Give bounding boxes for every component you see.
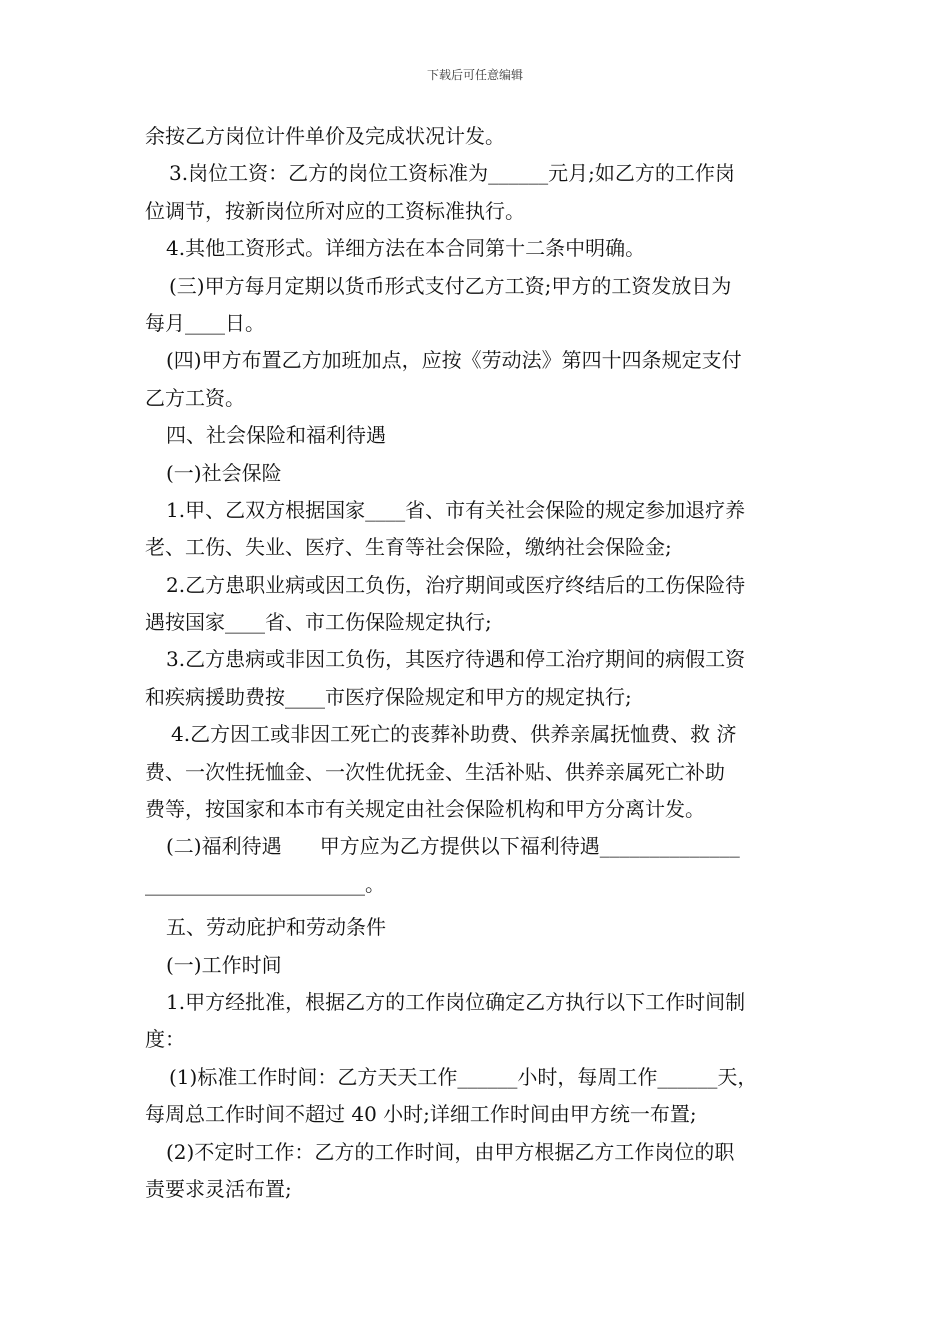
- section-heading: 四、社会保险和福利待遇: [166, 423, 386, 448]
- paragraph-line: 位调节，按新岗位所对应的工资标准执行。: [145, 198, 525, 223]
- paragraph-line: 2.乙方患职业病或因工负伤，治疗期间或医疗终结后的工伤保险待: [166, 572, 746, 597]
- paragraph-line: (1)标准工作时间：乙方天天工作______小时，每周工作______天，: [169, 1064, 758, 1089]
- paragraph-line: 遇按国家____省、市工伤保险规定执行;: [145, 610, 492, 635]
- paragraph-line: 费等，按国家和本市有关规定由社会保险机构和甲方分离计发。: [145, 797, 705, 822]
- paragraph-line: 乙方工资。: [145, 385, 245, 410]
- paragraph-line: 3.乙方患病或非因工负伤，其医疗待遇和停工治疗期间的病假工资: [166, 647, 746, 672]
- paragraph-line: 每周总工作时间不超过 40 小时;详细工作时间由甲方统一布置;: [145, 1102, 697, 1127]
- section-heading: 五、劳动庇护和劳动条件: [166, 915, 386, 940]
- paragraph-line: ______________________。: [145, 871, 385, 896]
- paragraph-line: 和疾病援助费按____市医疗保险规定和甲方的规定执行;: [145, 684, 632, 709]
- subsection-heading: (一)工作时间: [166, 952, 282, 977]
- paragraph-line: 4.其他工资形式。详细方法在本合同第十二条中明确。: [166, 236, 646, 261]
- paragraph-line: 3.岗位工资：乙方的岗位工资标准为______元月;如乙方的工作岗: [169, 161, 735, 186]
- paragraph-line: (三)甲方每月定期以货币形式支付乙方工资;甲方的工资发放日为: [169, 273, 732, 298]
- paragraph-line: (二)福利待遇 甲方应为乙方提供以下福利待遇______________: [166, 834, 740, 859]
- paragraph-line: 责要求灵活布置;: [145, 1176, 292, 1201]
- paragraph-line: 1.甲方经批准，根据乙方的工作岗位确定乙方执行以下工作时间制: [166, 989, 746, 1014]
- document-body: [145, 118, 810, 1208]
- paragraph-line: 4.乙方因工或非因工死亡的丧葬补助费、供养亲属抚恤费、救 济: [171, 722, 737, 747]
- paragraph-line: 余按乙方岗位计件单价及完成状况计发。: [145, 124, 505, 148]
- page-header: 下载后可任意编辑: [426, 68, 523, 82]
- paragraph-line: 费、一次性抚恤金、一次性优抚金、生活补贴、供养亲属死亡补助: [145, 759, 725, 784]
- subsection-heading: (一)社会保险: [166, 460, 282, 485]
- paragraph-line: 每月____日。: [145, 310, 265, 335]
- paragraph-line: 度：: [145, 1027, 185, 1052]
- paragraph-line: 1.甲、乙双方根据国家____省、市有关社会保险的规定参加退疗养: [166, 497, 746, 522]
- paragraph-line: (2)不定时工作：乙方的工作时间，由甲方根据乙方工作岗位的职: [166, 1139, 735, 1164]
- paragraph-line: (四)甲方布置乙方加班加点，应按《劳动法》第四十四条规定支付: [166, 348, 742, 373]
- paragraph-line: 老、工伤、失业、医疗、生育等社会保险，缴纳社会保险金;: [145, 535, 672, 560]
